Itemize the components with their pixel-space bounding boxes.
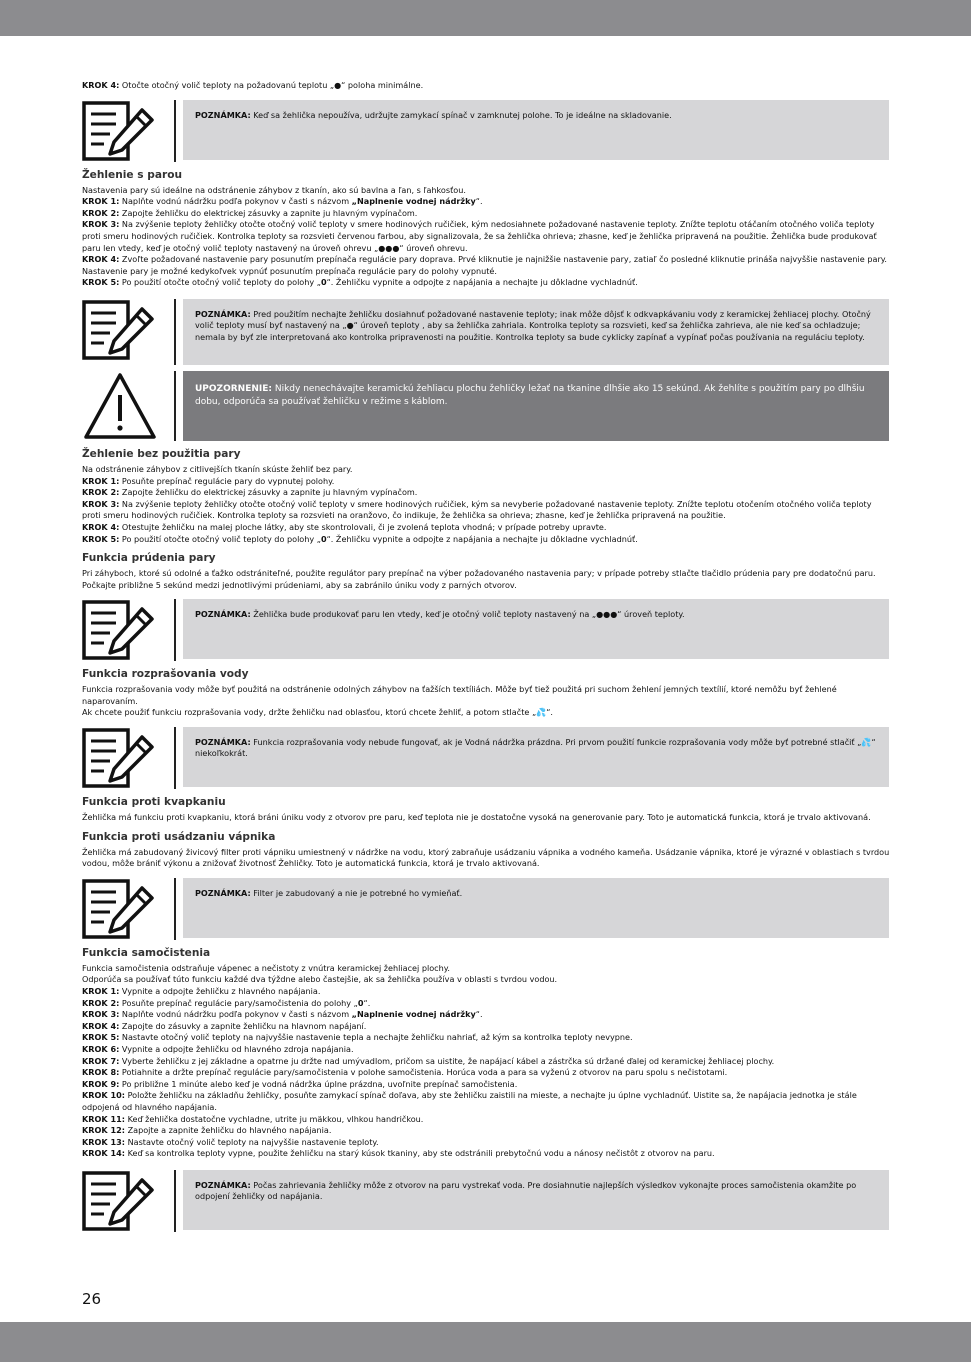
note-box — [82, 878, 890, 940]
steam-step-5: KROK 5: Po použití otočte otočný volič teploty do polohy „0“. Žehličku vypnite a odpojte z napájania a nechajte ju dôkladne vychladnúť. — [82, 277, 638, 288]
note-text: POZNÁMKA: Filter je zabudovaný a nie je potrebné ho vymieňať. — [183, 878, 889, 938]
self-clean-step-1: KROK 1: Vypnite a odpojte žehličku z hlavného napájania. — [82, 986, 321, 997]
self-clean-intro-2: Odporúča sa používať túto funkciu každé dva týždne alebo častejšie, ak sa žehlička používa v oblasti s tvrdou vodou. — [82, 974, 558, 985]
top-bar — [0, 0, 971, 36]
self-clean-step-8: KROK 8: Potiahnite a držte prepínač regulácie pary/samočistenia v polohe samočistenia. Horúca voda a para sa vyženú z otvorov na paru spolu s nečistotami. — [82, 1067, 728, 1078]
self-clean-step-14: KROK 14: Keď sa kontrolka teploty vypne, použite žehličku na starý kúsok tkaniny, aby ste odstránili prebytočnú vodu a nánosy nečistôt z otvorov na paru. — [82, 1148, 715, 1159]
bottom-bar — [0, 1322, 971, 1362]
warning-divider — [174, 371, 176, 441]
self-clean-step-7: KROK 7: Vyberte žehličku z jej základne a opatrne ju držte nad umývadlom, pričom sa uistite, že napájací kábel a zástrčka sú držané ďalej od keramickej žehliacej plochy. — [82, 1055, 775, 1066]
note-text: POZNÁMKA: Počas zahrievania žehličky môže z otvorov na paru vystrekať voda. Pre dosiahnutie najlepších výsledkov vykonajte proces samočistenia okamžite po odpojení žehličky od napájania. — [183, 1170, 889, 1230]
section-title-anti-drip: Funkcia proti kvapkaniu — [82, 796, 226, 809]
self-clean-step-13: KROK 13: Nastavte otočný volič teploty na najvyššie nastavenie teploty. — [82, 1136, 379, 1147]
note-box — [82, 299, 890, 365]
note-text: POZNÁMKA: Funkcia rozprašovania vody nebude fungovať, ak je Vodná nádržka prázdna. Pri prvom použití funkcie rozprašovania vody môže byť potrebné stlačiť „💦“ niekoľkokrát. — [183, 727, 889, 787]
steam-step-2: KROK 2: Zapojte žehličku do elektrickej zásuvky a zapnite ju hlavným vypínačom. — [82, 207, 418, 218]
section-title-self-clean: Funkcia samočistenia — [82, 946, 211, 959]
note-divider — [174, 599, 176, 661]
no-steam-step-4: KROK 4: Otestujte žehličku na malej ploche látky, aby ste skontrolovali, či je zvolená teplota vhodná; v prípade potreby upravte. — [82, 521, 607, 532]
no-steam-step-1: KROK 1: Posuňte prepínač regulácie pary do vypnutej polohy. — [82, 475, 335, 486]
no-steam-step-5: KROK 5: Po použití otočte otočný volič teploty do polohy „0“. Žehličku vypnite a odpojte z napájania a nechajte ju dôkladne vychladnúť. — [82, 533, 638, 544]
note-text: POZNÁMKA: Pred použitím nechajte žehličku dosiahnuť požadované nastavenie teploty; inak môže dôjsť k odkvapkávaniu vody z keramickej žehliacej plochy. Otočný volič teploty musí byť nastavený na „●“ úroveň teploty , aby sa žehlička zahriala. Kontrolka teploty sa rozsvieti, keď sa žehlička zahrieva, ale nie keď sa ochladzuje; nemala by byť zle interpretovaná ako kontrolka pripravenosti na použitie. Kontrolka teploty sa bude cyklicky zapínať a vypínať počas používania na reguláciu teploty. — [183, 299, 889, 365]
warning-box — [82, 371, 890, 441]
self-clean-step-10: KROK 10: Položte žehličku na základňu žehličky, posuňte zamykací spínač doľava, aby ste žehličku zaistili na mieste, a nechajte ju úplne vychladnúť. Uistite sa, že napájacia jednotka je stále odpojená od hlavného napájania. — [82, 1090, 857, 1112]
warning-triangle-icon — [82, 371, 158, 441]
self-clean-step-2: KROK 2: Posuňte prepínač regulácie pary/samočistenia do polohy „0“. — [82, 997, 371, 1008]
note-pencil-icon — [82, 100, 158, 162]
step-4-top: KROK 4: Otočte otočný volič teploty na požadovanú teplotu „●“ poloha minimálne. — [82, 80, 424, 90]
no-steam-step-3: KROK 3: Na zvýšenie teploty žehličky otočte otočný volič teploty v smere hodinových ručičiek, kým sa nevyberie požadované nastavenie teploty. Znížte teplotu otočením otočného voliča teploty proti smeru hodinových ručičiek. Kontrolka teploty sa rozsvieti na oranžovo, čo indikuje, že žehlička sa ohrieva; zhasne, keď je žehlička pripravená na použitie. — [82, 498, 872, 521]
steam-step-4: KROK 4: Zvoľte požadované nastavenie pary posunutím prepínača regulácie pary doprava. Prvé kliknutie je najnižšie nastavenie pary, zatiaľ čo posledné kliknutie prináša najvyššie nastavenie pary. Nastavenie pary je možné kedykoľvek vypnúť posunutím prepínača regulácie pary do polohy vypnuté. — [82, 254, 887, 276]
note-pencil-icon — [82, 878, 158, 940]
anti-calc-text: Žehlička má zabudovaný živicový filter proti vápniku umiestnený v nádržke na vodu, ktorý zabraňuje usádzaniu vápnika a vodného kameňa. Usádzanie vápnika, ktoré je výrazné v oblastiach s tvrdou vodou, môže brániť výkonu a znižovať životnosť Žehličky. Toto je automatická funkcia, ktorá je trvalo aktivovaná. — [82, 846, 890, 869]
note-divider — [174, 727, 176, 789]
spray-text-1: Funkcia rozprašovania vody môže byť použitá na odstránenie odolných záhybov na ťažších textíliách. Môže byť tiež použitá pri suchom žehlení jemných textílií, ktoré nemôžu byť žehlené naparovaním. — [82, 684, 837, 706]
note-text: POZNÁMKA: Žehlička bude produkovať paru len vtedy, keď je otočný volič teploty nastavený na „●●●“ úroveň teploty. — [183, 599, 889, 659]
note-divider — [174, 100, 176, 162]
no-steam-step-2: KROK 2: Zapojte žehličku do elektrickej zásuvky a zapnite ju hlavným vypínačom. — [82, 487, 418, 498]
section-title-spray: Funkcia rozprašovania vody — [82, 668, 249, 681]
note-pencil-icon — [82, 1170, 158, 1232]
section-title-anti-calc: Funkcia proti usádzaniu vápnika — [82, 830, 276, 843]
note-pencil-icon — [82, 299, 158, 365]
burst-text: Pri záhyboch, ktoré sú odolné a ťažko odstrániteľné, použite regulátor pary prepínač na výber požadovaného nastavenia pary; v prípade potreby stlačte tlačidlo prúdenia pary pre dodatočnú paru. Počkajte približne 5 sekúnd medzi jednotlivými prúdeniami, aby sa zabránilo úniku vody z parných otvorov. — [82, 568, 876, 590]
note-pencil-icon — [82, 727, 158, 789]
note-box — [82, 599, 890, 661]
note-box — [82, 100, 890, 162]
section-title-no-steam: Žehlenie bez použitia pary — [82, 447, 241, 460]
steam-step-1: KROK 1: Naplňte vodnú nádržku podľa pokynov v časti s názvom „Naplnenie vodnej nádržky“. — [82, 196, 483, 207]
self-clean-step-9: KROK 9: Po približne 1 minúte alebo keď je vodná nádržka úplne prázdna, uvoľnite prepínač samočistenia. — [82, 1078, 518, 1089]
steam-intro: Nastavenia pary sú ideálne na odstránenie záhybov z tkanín, ako sú bavlna a ľan, s ľahkosťou. — [82, 184, 466, 195]
note-box — [82, 1170, 890, 1232]
self-clean-step-12: KROK 12: Zapojte a zapnite žehličku do hlavného napájania. — [82, 1125, 332, 1136]
warning-text: UPOZORNENIE: Nikdy nenechávajte keramickú žehliacu plochu žehličky ležať na tkanine dlhšie ako 15 sekúnd. Ak žehlíte s použitím pary po dlhšiu dobu, odporúča sa používať žehličku v režime s káblom. — [183, 371, 889, 441]
note-divider — [174, 1170, 176, 1232]
note-divider — [174, 299, 176, 365]
note-box — [82, 727, 890, 789]
page-number: 26 — [82, 1290, 102, 1308]
self-clean-step-5: KROK 5: Nastavte otočný volič teploty na najvyššie nastavenie tepla a nechajte žehličku nahriať, až kým sa kontrolka teploty nevypne. — [82, 1032, 633, 1043]
self-clean-step-4: KROK 4: Zapojte do zásuvky a zapnite žehličku na hlavnom napájaní. — [82, 1020, 367, 1031]
note-text: POZNÁMKA: Keď sa žehlička nepoužíva, udržujte zamykací spínač v zamknutej polohe. To je ideálne na skladovanie. — [183, 100, 889, 160]
self-clean-step-11: KROK 11: Keď žehlička dostatočne vychladne, utrite ju mäkkou, vlhkou handričkou. — [82, 1113, 424, 1124]
steam-step-3: KROK 3: Na zvýšenie teploty žehličky otočte otočný volič teploty v smere hodinových ručičiek, kým nedosiahnete požadované nastavenie teploty. Znížte teplotu otáčaním otočného voliča teploty proti smeru hodinových ručičiek. Kontrolka teploty sa rozsvieti červenou farbou, aby signalizovala, že sa žehlička ohrieva; zhasne, keď je žehlička pripravená na použitie. Žehlička bude produkovať paru len vtedy, keď je otočný volič teploty nastavený na úroveň ohrevu „●●●“ úroveň ohrevu. — [82, 219, 877, 253]
note-pencil-icon — [82, 599, 158, 661]
section-title-burst: Funkcia prúdenia pary — [82, 552, 216, 565]
spray-text-2: Ak chcete použiť funkciu rozprašovania vody, držte žehličku nad oblasťou, ktorú chcete žehliť, a potom stlačte „💦“. — [82, 707, 553, 718]
self-clean-step-6: KROK 6: Vypnite a odpojte žehličku od hlavného zdroja napájania. — [82, 1044, 354, 1054]
no-steam-intro: Na odstránenie záhybov z citlivejších tkanín skúste žehliť bez pary. — [82, 463, 353, 474]
anti-drip-text: Žehlička má funkciu proti kvapkaniu, ktorá bráni úniku vody z otvorov pre paru, keď teplota nie je dostatočne vysoká na generovanie pary. Toto je automatická funkcia, ktorá je trvalo aktivovaná. — [82, 812, 871, 823]
self-clean-step-3: KROK 3: Naplňte vodnú nádržku podľa pokynov v časti s názvom „Naplnenie vodnej nádržky“. — [82, 1009, 483, 1020]
self-clean-intro-1: Funkcia samočistenia odstraňuje vápenec a nečistoty z vnútra keramickej žehliacej plochy. — [82, 962, 450, 973]
page-content — [82, 80, 890, 1238]
note-divider — [174, 878, 176, 940]
section-title-steam: Žehlenie s parou — [82, 168, 183, 181]
